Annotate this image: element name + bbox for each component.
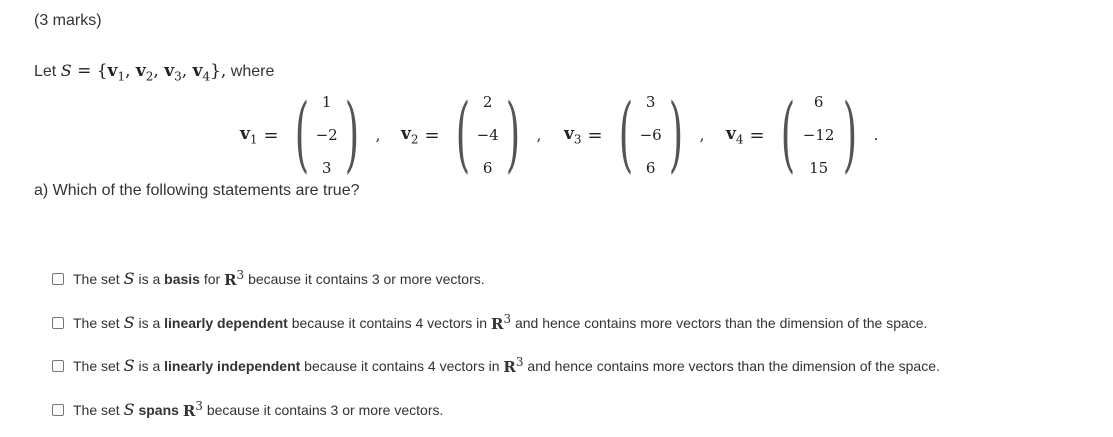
separator: .: [873, 126, 879, 144]
option-text: for: [203, 270, 221, 287]
vector-v2: [401, 87, 541, 183]
let-text: Let: [34, 63, 57, 80]
option-keyword: linearly independent: [164, 357, 301, 374]
vector-entry: 3: [321, 159, 332, 177]
right-paren: ): [505, 87, 520, 182]
real-space-symbol: $R^3$: [503, 355, 524, 376]
separator: ,: [536, 126, 542, 144]
vector-v1-label: $v_1$: [240, 123, 258, 147]
vector-entry: 6: [813, 93, 824, 111]
option-text: because it contains 3 or more vectors.: [206, 401, 444, 418]
option-text: The set: [73, 270, 120, 287]
question-text: a) Which of the following statements are true?: [34, 182, 360, 199]
right-paren: ): [344, 87, 359, 182]
set-definition: Let $S = \{v_1$, $v_2$, $v_3$, $v_4$}, where: [34, 61, 275, 84]
separator: ,: [375, 126, 381, 144]
option-text: and hence contains more vectors than the dimension of the space.: [527, 357, 940, 374]
set-symbol: S: [123, 356, 135, 375]
vector-v4-entries: [801, 93, 837, 177]
option-text: because it contains 4 vectors in: [304, 357, 500, 374]
vector-v2-label: $v_2$: [401, 123, 419, 147]
vector-v3: [564, 87, 704, 183]
equals-sign: =: [587, 124, 603, 146]
set-member-v1: $v_1$: [107, 61, 126, 84]
set-member-v4: $v_4$: [192, 61, 211, 84]
set-symbol: S: [123, 313, 135, 332]
checkbox[interactable]: [52, 273, 64, 285]
vector-entry: −4: [476, 126, 499, 144]
left-paren: (: [618, 87, 633, 182]
option-text: because it contains 4 vectors in: [291, 314, 488, 331]
vector-v1: [240, 87, 380, 183]
real-space-symbol: $R^3$: [490, 312, 512, 333]
left-paren: (: [455, 87, 470, 182]
equals-sign: =: [263, 124, 279, 146]
option-text: The set: [73, 357, 120, 374]
set-member-v3: $v_3$: [164, 61, 182, 84]
vector-entry: 6: [645, 159, 656, 177]
vector-entry: 3: [645, 93, 656, 111]
option-text: The set: [73, 314, 120, 331]
vector-v2-entries: [476, 93, 500, 177]
option-text: because it contains 3 or more vectors.: [248, 270, 485, 287]
marks-label: (3 marks): [34, 12, 102, 29]
separator: ,: [699, 126, 705, 144]
vector-entry: −2: [315, 126, 338, 144]
right-paren: ): [668, 87, 683, 182]
option-text: is a: [138, 314, 161, 331]
set-symbol: S: [123, 400, 135, 419]
vector-v1-entries: [315, 93, 339, 177]
vector-v3-entries: [639, 93, 663, 177]
set-symbol: S: [60, 61, 72, 80]
vector-v4: [726, 87, 878, 183]
option-text: and hence contains more vectors than the dimension of the space.: [514, 314, 928, 331]
option-keyword: linearly dependent: [164, 314, 288, 331]
left-paren: (: [780, 87, 795, 182]
vector-entry: −6: [639, 126, 662, 144]
set-open: = {: [71, 61, 108, 81]
right-paren: ): [842, 87, 857, 182]
checkbox[interactable]: [52, 404, 64, 416]
equals-sign: =: [424, 124, 440, 146]
set-close: },: [210, 61, 227, 81]
checkbox[interactable]: [52, 317, 64, 329]
vector-entry: 2: [482, 93, 493, 111]
real-space-symbol: $R^3$: [182, 399, 203, 420]
vector-entry: 1: [321, 93, 332, 111]
option-linearly-independent[interactable]: [52, 355, 940, 376]
set-member-v2: $v_2$: [135, 61, 154, 84]
option-linearly-dependent[interactable]: [52, 312, 927, 333]
option-text: The set: [73, 401, 120, 418]
option-spans[interactable]: [52, 399, 443, 420]
equals-sign: =: [749, 124, 765, 146]
real-space-symbol: $R^3$: [224, 268, 245, 289]
vector-entry: 15: [809, 159, 829, 177]
option-text: is a: [138, 270, 161, 287]
left-paren: (: [294, 87, 309, 182]
vector-v4-label: $v_4$: [726, 123, 744, 147]
checkbox[interactable]: [52, 360, 64, 372]
set-symbol: S: [123, 269, 135, 288]
option-basis[interactable]: [52, 268, 485, 289]
option-text: is a: [138, 357, 161, 374]
option-keyword: spans: [138, 401, 179, 418]
vector-entry: −12: [802, 126, 835, 144]
vector-entry: 6: [482, 159, 493, 177]
vector-v3-label: $v_3$: [564, 123, 582, 147]
option-keyword: basis: [164, 270, 200, 287]
where-text: where: [230, 63, 275, 80]
